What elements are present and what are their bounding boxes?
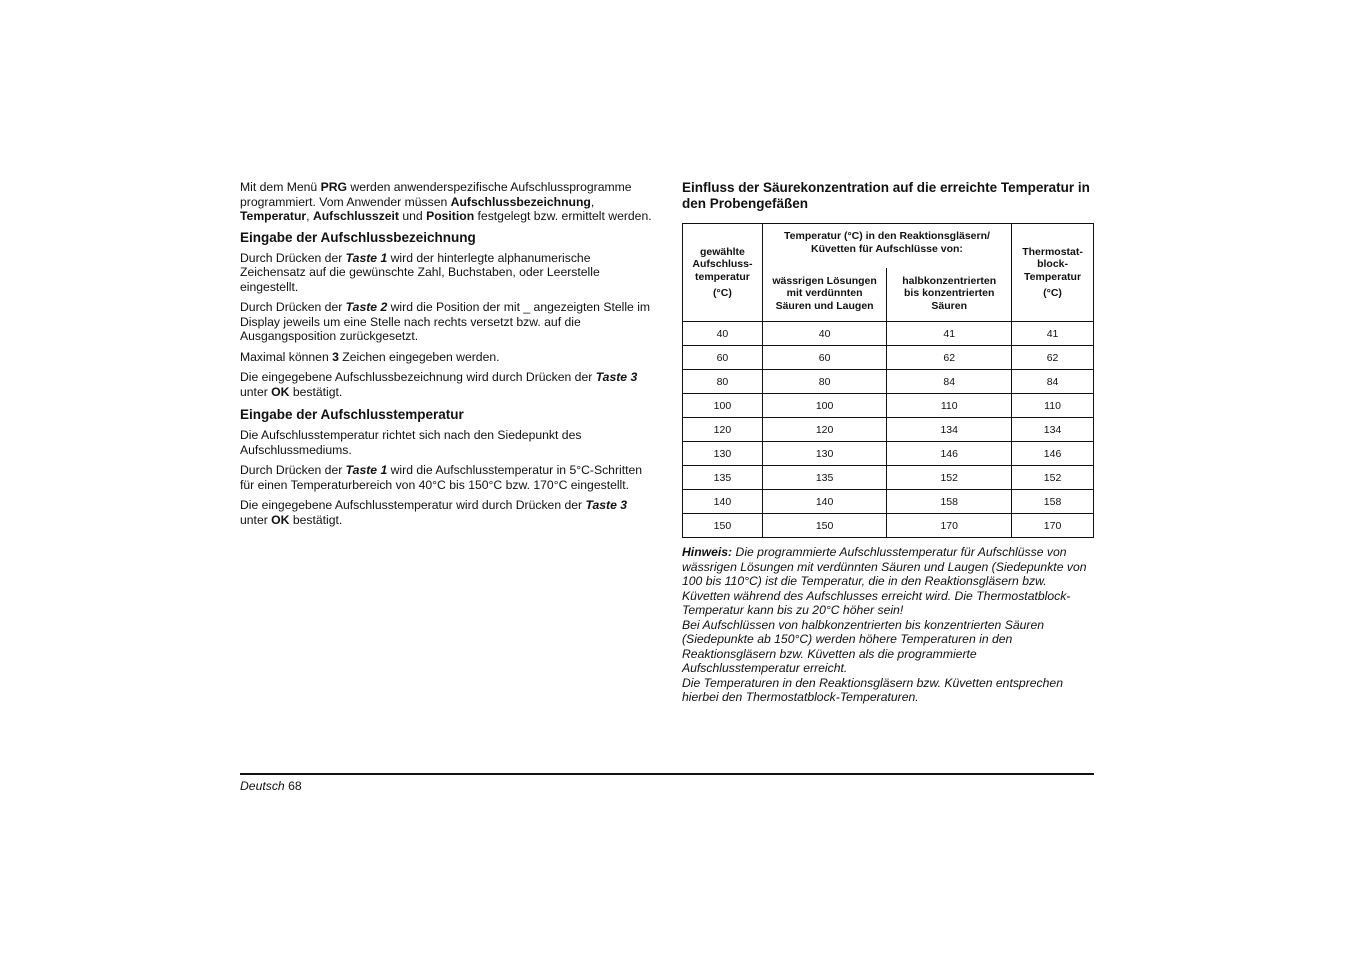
paragraph-boiling-point: Die Aufschlusstemperatur richtet sich nach den Siedepunkt des Aufschlussmediums. [240, 428, 582, 457]
paragraph-max-chars: Maximal können 3 Zeichen eingegeben werden. [240, 349, 500, 364]
hint-label: Hinweis: [682, 545, 733, 559]
header-selected-temperature: gewählte Aufschluss- temperatur (°C) [683, 224, 763, 322]
footer-language: Deutsch [240, 779, 285, 793]
paragraph-key1: Durch Drücken der Taste 1 wird der hinterlegte alphanumerische Zeichensatz auf die gewünschte Zahl, Buchstaben, oder Leerstelle eingestellt. [240, 250, 600, 294]
hint-paragraph-2: Bei Aufschlüssen von halbkonzentrierten bis konzentrierten Säuren (Siedepunkte ab 150°C) werden höhere Temperaturen in den Reaktionsgläsern bzw. Küvetten als die programmierte Aufschlusstemperatur erreicht. [682, 617, 1045, 675]
header-reaction-glass-group: Temperatur (°C) in den Reaktionsgläsern/ Küvetten für Aufschlüsse von: [762, 224, 1011, 268]
page-number: 68 [288, 779, 302, 793]
heading-temperature-entry: Eingabe der Aufschlusstemperatur [240, 407, 464, 422]
paragraph-temperature-steps: Durch Drücken der Taste 1 wird die Aufschlusstemperatur in 5°C-Schritten für einen Temperaturbereich von 40°C bis 150°C bzw. 170°C eingestellt. [240, 463, 643, 492]
intro-paragraph: Mit dem Menü PRG werden anwenderspezifische Aufschlussprogramme programmiert. Vom Anwender müssen Aufschlussbezeichnung, Temperatur, Aufschlusszeit und Position festgelegt bzw. ermittelt werden. [240, 180, 652, 223]
table-row: 60 60 62 62 [683, 346, 1094, 370]
left-column [240, 180, 652, 533]
table-row: 80 80 84 84 [683, 370, 1094, 394]
right-column [682, 180, 1094, 705]
heading-name-entry: Eingabe der Aufschlussbezeichnung [240, 229, 476, 245]
table-row: 120 120 134 134 [683, 418, 1094, 442]
table-row: 130 130 146 146 [683, 442, 1094, 466]
header-dilute-acids: wässrigen Lösungen mit verdünnten Säuren und Laugen [762, 268, 886, 322]
hint-paragraph-3: Die Temperaturen in den Reaktionsgläsern bzw. Küvetten entsprechen hierbei den Thermostatblock-Temperaturen. [682, 675, 1063, 704]
hint-note [682, 545, 1094, 705]
temperature-table [682, 223, 1094, 538]
table-row: 140 140 158 158 [683, 490, 1094, 514]
footer-rule [240, 773, 1094, 775]
header-block-temperature: Thermostat- block- Temperatur (°C) [1012, 224, 1094, 322]
table-row: 135 135 152 152 [683, 466, 1094, 490]
table-row: 40 40 41 41 [683, 322, 1094, 346]
page-footer [240, 779, 302, 793]
table-section-title: Einfluss der Säurekonzentration auf die erreichte Temperatur in den Probengefäßen [682, 180, 1090, 211]
table-row: 150 150 170 170 [683, 514, 1094, 538]
hint-paragraph-1: Hinweis: Die programmierte Aufschlusstemperatur für Aufschlüsse von wässrigen Lösungen mit verdünnten Säuren und Laugen (Siedepunkte von 100 bis 110°C) ist die Temperatur, die in den Reaktionsgläsern bzw. Küvetten während des Aufschlusses erreicht wird. Die Thermostatblock-Temperatur kann bis zu 20°C höher sein! [682, 545, 1087, 617]
paragraph-confirm-name: Die eingegebene Aufschlussbezeichnung wird durch Drücken der Taste 3 unter OK bestätigt. [240, 370, 638, 399]
paragraph-key2: Durch Drücken der Taste 2 wird die Position der mit _ angezeigten Stelle im Display jeweils um eine Stelle nach rechts versetzt bzw. auf die Ausgangsposition zurückgesetzt. [240, 300, 651, 343]
header-concentrated-acids: halbkonzentrierten bis konzentrierten Säuren [887, 268, 1012, 322]
paragraph-confirm-temperature: Die eingegebene Aufschlusstemperatur wird durch Drücken der Taste 3 unter OK bestätigt. [240, 498, 628, 527]
table-row: 100 100 110 110 [683, 394, 1094, 418]
